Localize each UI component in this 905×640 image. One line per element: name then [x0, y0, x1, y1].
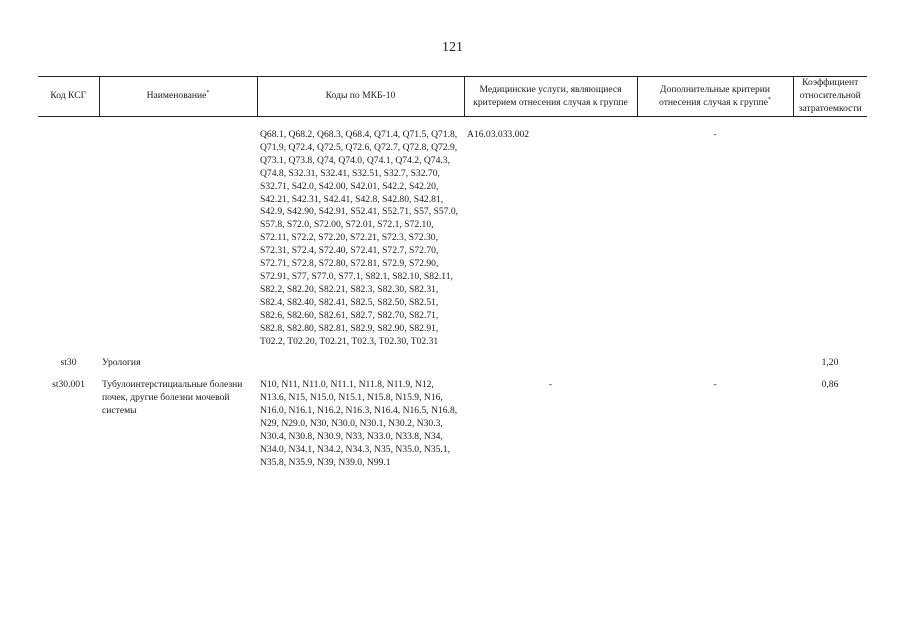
table-row — [38, 129, 867, 348]
row-services — [464, 357, 637, 370]
header-mkb-label: Коды по МКБ-10 — [325, 90, 396, 102]
gap-row — [38, 348, 867, 357]
header-services-label: Медицинские услуги, являющиеся критерием отнесения случая к группе — [473, 83, 628, 108]
gap-row — [38, 370, 867, 379]
row-criteria: - — [713, 379, 717, 391]
header-coef — [793, 77, 867, 117]
header-name-footnote-mark: * — [206, 89, 210, 96]
header-code-label: Код КСГ — [50, 90, 87, 102]
table-row — [38, 357, 867, 370]
row-mkb-codes: N10, N11, N11.0, N11.1, N11.8, N11.9, N12, N13.6, N15, N15.0, N15.1, N15.8, N15.9, N16, N16.0, N16.1, N16.2, N16.3, N16.4, N16.5, N16.8, N29, N29.0, N30, N30.0, N30.1, N30.2, N30.3, N30.4, N30.8, N30.9, N33, N33.0, N33.8, N34, N34.0, N34.1, N34.2, N34.3, N35, N35.0, N35.1, N35.8, N35.9, N39, N39.0, N99.1 — [260, 379, 458, 468]
table-header-row — [38, 77, 867, 117]
row-mkb-codes — [257, 357, 464, 370]
header-criteria — [637, 77, 793, 117]
row-name: Тубулоинтерстициальные болезни почек, другие болезни мочевой системы — [102, 379, 243, 417]
header-code — [38, 77, 99, 117]
row-coef: 0,86 — [821, 379, 839, 391]
row-services: - — [548, 379, 553, 391]
row-name: Урология — [102, 357, 141, 369]
row-mkb-codes: Q68.1, Q68.2, Q68.3, Q68.4, Q71.4, Q71.5, Q71.8, Q71.9, Q72.4, Q72.5, Q72.6, Q72.7, Q72.8, Q72.9, Q73.1, Q73.8, Q74, Q74.0, Q74.1, Q74.2, Q74.3, Q74.8, S32.31, S32.41, S32.51, S32.7, S32.70, S32.71, S42.0, S42.00, S42.01, S42.2, S42.20, S42.21, S42.31, S42.41, S42.8, S42.80, S42.81, S42.9, S42.90, S42.91, S52.41, S52.71, S57, S57.0, S57.8, S72.0, S72.00, S72.01, S72.1, S72.10, S72.11, S72.2, S72.20, S72.21, S72.3, S72.30, S72.31, S72.4, S72.40, S72.41, S72.7, S72.70, S72.71, S72.8, S72.80, S72.81, S72.9, S72.90, S72.91, S77, S77.0, S77.1, S82.1, S82.10, S82.11, S82.2, S82.20, S82.21, S82.3, S82.30, S82.31, S82.4, S82.40, S82.41, S82.5, S82.50, S82.51, S82.6, S82.60, S82.61, S82.7, S82.70, S82.71, S82.8, S82.80, S82.81, S82.9, S82.90, S82.91, T02.2, T02.20, T02.21, T02.3, T02.30, T02.31 — [260, 129, 459, 347]
header-mkb — [257, 77, 464, 117]
table-row — [38, 379, 867, 469]
page-number: 121 — [442, 40, 463, 55]
spacer-row — [38, 117, 867, 130]
row-coef: 1,20 — [821, 357, 839, 369]
row-code — [38, 129, 99, 348]
row-code: st30.001 — [52, 379, 85, 391]
row-services: A16.03.033.002 — [467, 129, 530, 140]
row-code: st30 — [60, 357, 77, 369]
ksg-table — [38, 76, 867, 470]
header-criteria-footnote-mark: * — [767, 96, 771, 103]
header-coef-label: Коэффициент относительной затратоемкости — [798, 77, 862, 114]
header-criteria-label: Дополнительные критерии отнесения случая к группе — [659, 83, 771, 108]
row-criteria: - — [713, 129, 717, 140]
header-services — [464, 77, 637, 117]
header-name-label: Наименование — [146, 90, 207, 102]
header-name — [99, 77, 257, 117]
row-coef — [793, 129, 867, 348]
row-criteria — [637, 357, 793, 370]
row-name — [99, 129, 257, 348]
